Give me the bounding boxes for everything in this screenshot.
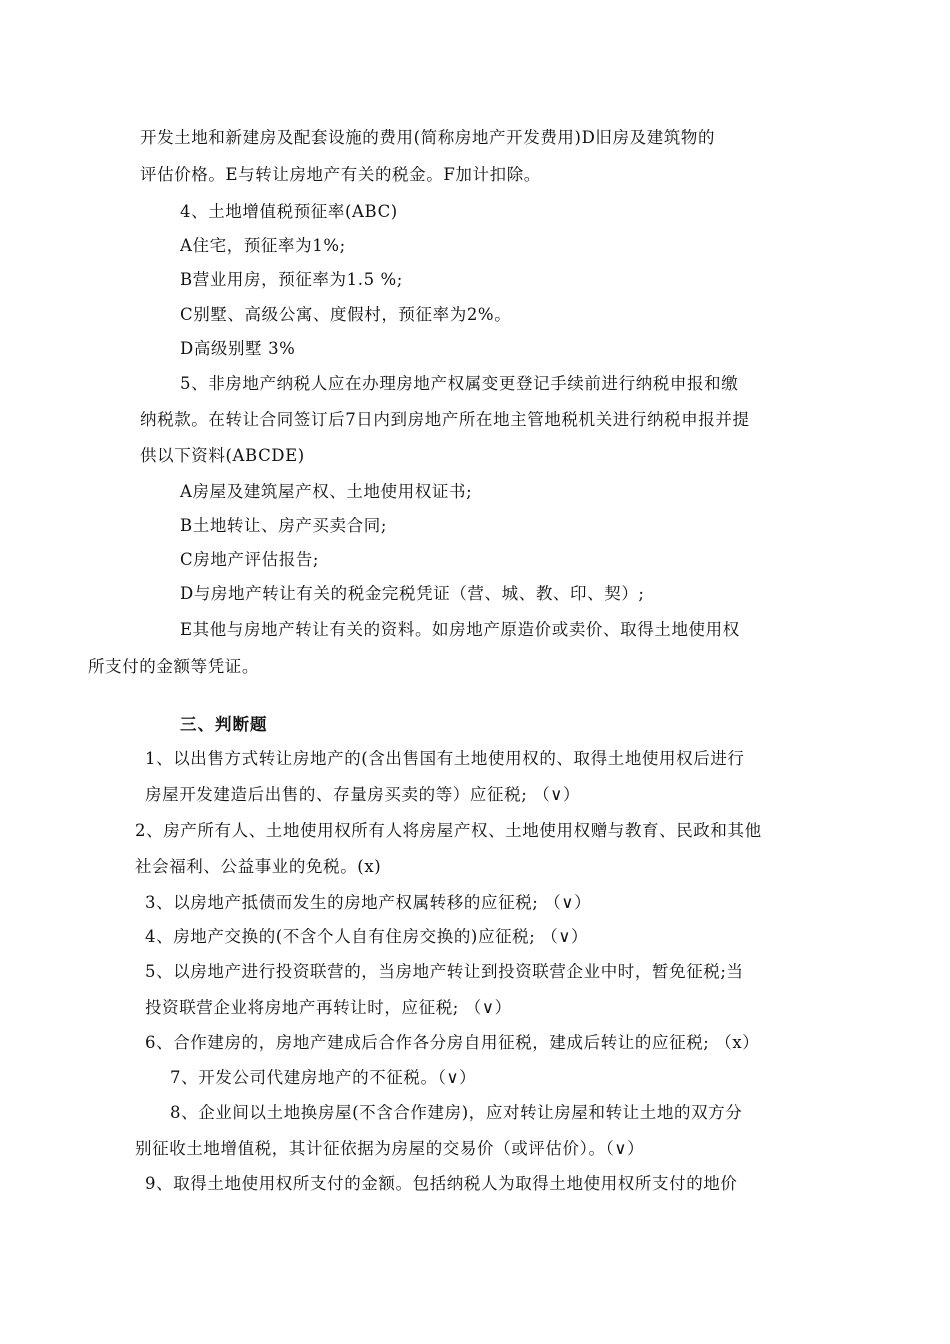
text-line: 8、企业间以土地换房屋(不含合作建房)，应对转让房屋和转让土地的双方分 — [170, 1103, 743, 1122]
text-line: 5、非房地产纳税人应在办理房地产权属变更登记手续前进行纳税申报和缴 — [180, 374, 739, 393]
text-line: D高级别墅 3% — [180, 339, 296, 358]
text-line: 房屋开发建造后出售的、存量房买卖的等）应征税; （∨） — [145, 785, 581, 804]
text-line: 纳税款。在转让合同签订后7日内到房地产所在地主管地税机关进行纳税申报并提 — [140, 410, 750, 429]
text-line: B土地转让、房产买卖合同; — [180, 516, 387, 535]
text-line: A房屋及建筑屋产权、土地使用权证书; — [180, 482, 473, 501]
text-line: C别墅、高级公寓、度假村，预征率为2%。 — [180, 305, 512, 324]
text-line: 5、以房地产进行投资联营的，当房地产转让到投资联营企业中时，暂免征税;当 — [145, 962, 744, 981]
text-line: C房地产评估报告; — [180, 550, 320, 569]
text-line: 供以下资料(ABCDE) — [140, 446, 305, 465]
text-line: 评估价格。E与转让房地产有关的税金。F加计扣除。 — [140, 165, 541, 184]
text-line: D与房地产转让有关的税金完税凭证（营、城、教、印、契）; — [180, 584, 645, 603]
text-line: 2、房产所有人、土地使用权所有人将房屋产权、土地使用权赠与教育、民政和其他 — [135, 821, 762, 840]
text-line: 社会福利、公益事业的免税。(x) — [135, 857, 382, 876]
text-line: 3、以房地产抵债而发生的房地产权属转移的应征税; （∨） — [145, 893, 592, 912]
text-line: 投资联营企业将房地产再转让时，应征税; （∨） — [145, 998, 512, 1017]
text-line: B营业用房，预征率为1.5 %; — [180, 270, 403, 289]
text-line: A住宅，预征率为1%; — [180, 236, 346, 255]
text-line: E其他与房地产转让有关的资料。如房地产原造价或卖价、取得土地使用权 — [180, 620, 740, 639]
text-line: 1、以出售方式转让房地产的(含出售国有土地使用权的、取得土地使用权后进行 — [145, 749, 745, 768]
text-line: 所支付的金额等凭证。 — [88, 657, 259, 676]
text-line: 4、房地产交换的(不含个人自有住房交换的)应征税; （∨） — [145, 927, 589, 946]
text-line: 4、土地增值税预征率(ABC) — [180, 202, 398, 221]
text-line: 9、取得土地使用权所支付的金额。包括纳税人为取得土地使用权所支付的地价 — [145, 1174, 738, 1193]
text-line: 6、合作建房的，房地产建成后合作各分房自用征税，建成后转让的应征税; （x） — [145, 1033, 760, 1052]
text-line: 开发土地和新建房及配套设施的费用(简称房地产开发费用)D旧房及建筑物的 — [140, 128, 716, 147]
text-line: 别征收土地增值税，其计征依据为房屋的交易价（或评估价）。（∨） — [135, 1139, 645, 1158]
text-line: 7、开发公司代建房地产的不征税。（∨） — [170, 1068, 477, 1087]
section-heading: 三、判断题 — [180, 715, 268, 734]
